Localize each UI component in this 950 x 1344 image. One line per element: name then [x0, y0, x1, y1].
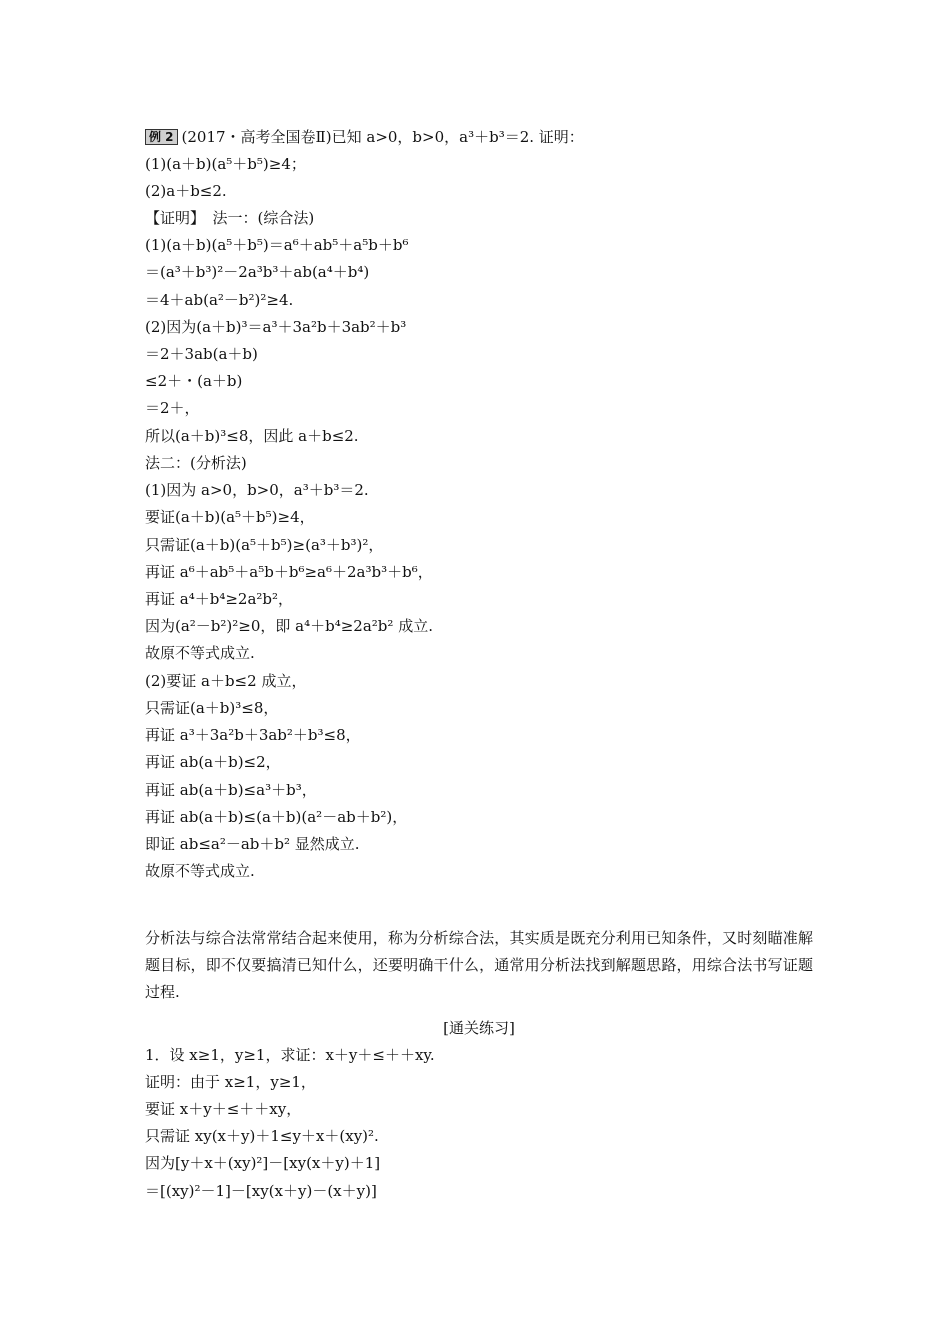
proof-line: 再证 a³＋3a²b＋3ab²＋b³≤8，	[145, 726, 361, 744]
proof-line: 再证 ab(a＋b)≤a³＋b³，	[145, 781, 317, 799]
proof-line: (1)因为 a>0，b>0，a³＋b³＝2.	[145, 481, 369, 499]
proof-line: 法二：(分析法)	[145, 454, 247, 472]
practice-line: ＝[(xy)²－1]－[xy(x＋y)－(x＋y)]	[145, 1182, 377, 1200]
proof-line: 要证(a＋b)(a⁵＋b⁵)≥4，	[145, 508, 315, 526]
proof-line: ＝2＋，	[145, 399, 200, 417]
practice-line: 只需证 xy(x＋y)＋1≤y＋x＋(xy)².	[145, 1127, 379, 1145]
example-header	[145, 127, 815, 147]
practice-line: 要证 x＋y＋≤＋＋xy，	[145, 1100, 302, 1118]
practice-line: 因为[y＋x＋(xy)²]－[xy(x＋y)＋1]	[145, 1154, 381, 1172]
proof-line: 故原不等式成立.	[145, 862, 255, 880]
proof-line: (1)(a＋b)(a⁵＋b⁵)≥4；	[145, 155, 306, 173]
practice-line: 证明：由于 x≥1，y≥1，	[145, 1073, 316, 1091]
proof-line: ＝(a³＋b³)²－2a³b³＋ab(a⁴＋b⁴)	[145, 263, 370, 281]
proof-line: (2)要证 a＋b≤2 成立，	[145, 672, 307, 690]
proof-line: 【证明】 法一：(综合法)	[145, 209, 315, 227]
proof-line: ≤2＋・(a＋b)	[145, 372, 243, 390]
proof-line: 再证 a⁶＋ab⁵＋a⁵b＋b⁶≥a⁶＋2a³b³＋b⁶，	[145, 563, 433, 581]
proof-line: (2)a＋b≤2.	[145, 182, 227, 200]
proof-line: (1)(a＋b)(a⁵＋b⁵)＝a⁶＋ab⁵＋a⁵b＋b⁶	[145, 236, 409, 254]
practice-heading: [通关练习]	[443, 1019, 515, 1037]
proof-line: ＝2＋3ab(a＋b)	[145, 345, 258, 363]
proof-line: 再证 a⁴＋b⁴≥2a²b²，	[145, 590, 294, 608]
proof-line: 所以(a＋b)³≤8，因此 a＋b≤2.	[145, 427, 359, 445]
proof-line: 因为(a²－b²)²≥0，即 a⁴＋b⁴≥2a²b² 成立.	[145, 617, 433, 635]
proof-line: 只需证(a＋b)³≤8，	[145, 699, 279, 717]
proof-line: 再证 ab(a＋b)≤(a＋b)(a²－ab＋b²)，	[145, 808, 408, 826]
practice-line: 1．设 x≥1，y≥1，求证：x＋y＋≤＋＋xy.	[145, 1046, 435, 1064]
proof-line: ＝4＋ab(a²－b²)²≥4.	[145, 291, 294, 309]
example-badge: 例 2	[145, 129, 178, 145]
proof-line: 故原不等式成立.	[145, 644, 255, 662]
proof-line: 只需证(a＋b)(a⁵＋b⁵)≥(a³＋b³)²，	[145, 536, 384, 554]
proof-line: 再证 ab(a＋b)≤2，	[145, 753, 281, 771]
example-statement: (2017・高考全国卷Ⅱ)已知 a>0，b>0，a³＋b³＝2. 证明：	[181, 128, 584, 146]
summary-paragraph: 分析法与综合法常常结合起来使用，称为分析综合法，其实质是既充分利用已知条件，又时刻瞄准解题目标，即不仅要搞清已知什么，还要明确干什么，通常用分析法找到解题思路，用综合法书写证题过程.	[145, 929, 813, 1001]
proof-line: 即证 ab≤a²－ab＋b² 显然成立.	[145, 835, 360, 853]
proof-line: (2)因为(a＋b)³＝a³＋3a²b＋3ab²＋b³	[145, 318, 407, 336]
